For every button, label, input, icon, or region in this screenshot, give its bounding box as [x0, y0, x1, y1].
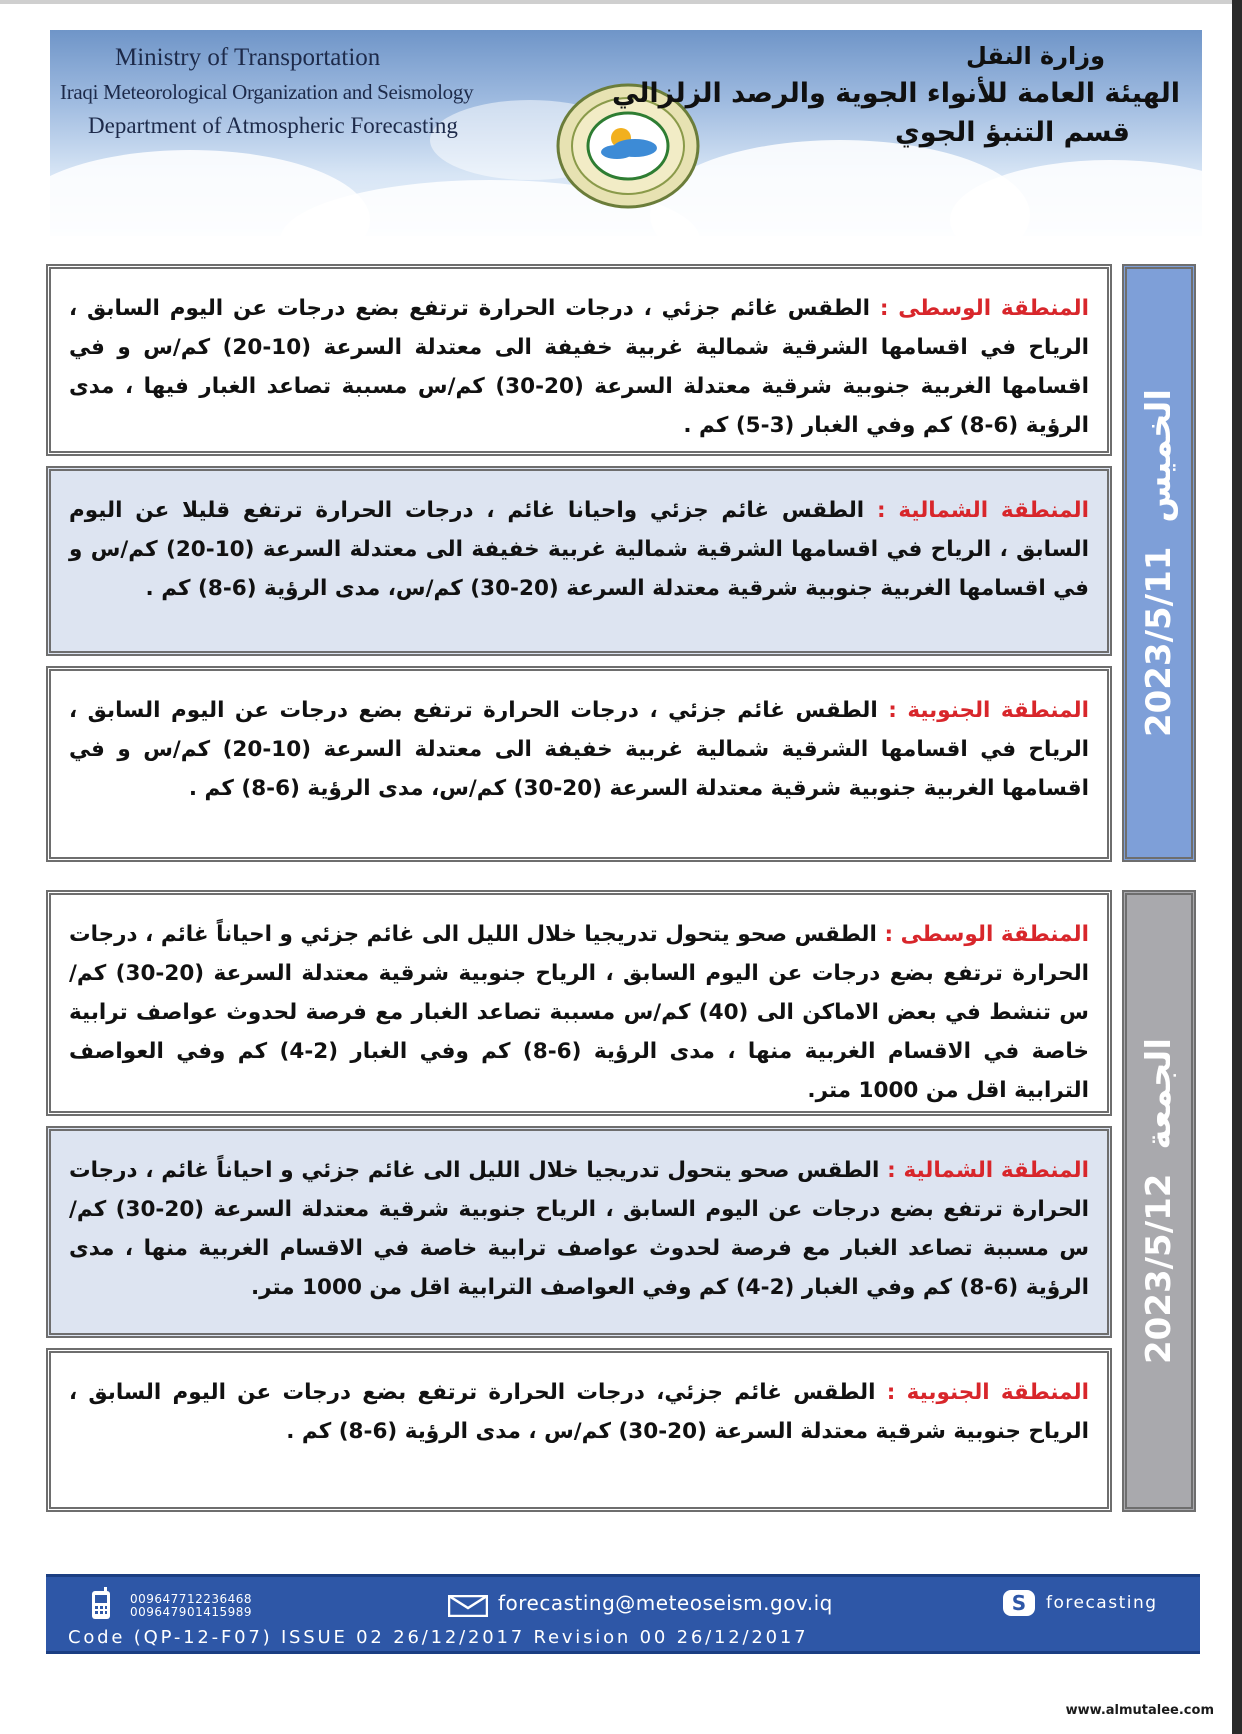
day-label [1139, 389, 1179, 737]
region-south-day1 [46, 666, 1112, 862]
phone-number: 009647712236468 [130, 1592, 253, 1606]
weekday-label: الجمعة [1139, 1038, 1179, 1150]
phone-number: 009647901415989 [130, 1605, 253, 1619]
top-edge [0, 0, 1242, 4]
footer-skype: forecasting [1046, 1593, 1158, 1613]
date-label: 2023/5/11 [1139, 546, 1179, 738]
header-arabic [612, 42, 1180, 148]
day-label [1139, 1038, 1179, 1364]
department-name-en: Department of Atmospheric Forecasting [88, 113, 458, 138]
region-label: المنطقة الوسطى : [879, 296, 1089, 321]
region-label: المنطقة الوسطى : [884, 922, 1089, 947]
region-text: الطقس غائم جزئي ، درجات الحرارة ترتفع بضع درجات عن اليوم السابق ، الرياح في اقسامها الشرقية شمالية غربية خفيفة الى معتدلة السرعة (10-20) كم/س و في اقسامها الغربية جنوبية شرقية معتدلة السرعة (20-30) كم/س، مدى الرؤية (6-8) كم . [69, 698, 1090, 801]
svg-text:S: S [1011, 1591, 1027, 1615]
header-banner [50, 30, 1202, 236]
region-north-day1 [46, 466, 1112, 656]
region-north-day2 [46, 1126, 1112, 1338]
region-text: الطقس غائم جزئي ، درجات الحرارة ترتفع بضع درجات عن اليوم السابق ، الرياح في اقسامها الشرقية شمالية غربية خفيفة الى معتدلة السرعة (10-20) كم/س و في اقسامها الغربية جنوبية شرقية معتدلة السرعة (20-30) كم/س مسببة تصاعد الغبار فيها ، مدى الرؤية (6-8) كم وفي الغبار (3-5) كم . [69, 296, 1090, 438]
ministry-name-ar: وزارة النقل [965, 42, 1105, 70]
skype-icon [1002, 1589, 1036, 1617]
region-label: المنطقة الجنوبية : [888, 698, 1089, 723]
header-english [60, 44, 473, 139]
region-label: المنطقة الشمالية : [876, 498, 1089, 523]
region-text: الطقس غائم جزئي، درجات الحرارة ترتفع بضع درجات عن اليوم السابق ، الرياح جنوبية شرقية معتدلة السرعة (20-30) كم/س ، مدى الرؤية (6-8) كم . [69, 1380, 1089, 1444]
date-label: 2023/5/12 [1139, 1173, 1179, 1364]
region-south-day2 [46, 1348, 1112, 1512]
right-edge [1232, 0, 1242, 1734]
region-central-day1 [46, 264, 1112, 456]
region-text: الطقس صحو يتحول تدريجيا خلال الليل الى غائم جزئي و احياناً غائم ، درجات الحرارة ترتفع بضع درجات عن اليوم السابق ، الرياح جنوبية شرقية معتدلة السرعة (20-30) كم/س مسببة تصاعد الغبار مع فرصة لحدوث عواصف ترابية خاصة في الاقسام الغربية منها ، مدى الرؤية (6-8) كم وفي الغبار (2-4) كم وفي العواصف الترابية اقل من 1000 متر. [69, 1158, 1090, 1300]
day-sidebar-friday [1122, 890, 1196, 1512]
region-text: الطقس غائم جزئي واحيانا غائم ، درجات الحرارة ترتفع قليلا عن اليوم السابق ، الرياح في اقسامها الشرقية شمالية غربية خفيفة الى معتدلة السرعة (10-20) كم/س و في اقسامها الغربية جنوبية شرقية معتدلة السرعة (20-30) كم/س، مدى الرؤية (6-8) كم . [69, 498, 1090, 601]
footer-phones [130, 1593, 252, 1619]
footer-document-code: Code (QP-12-F07) ISSUE 02 26/12/2017 Revision 00 26/12/2017 [68, 1627, 809, 1648]
organization-name-ar: الهيئة العامة للأنواء الجوية والرصد الزلزالي [611, 78, 1180, 109]
footer-email[interactable]: forecasting@meteoseism.gov.iq [498, 1591, 833, 1615]
mail-icon [448, 1595, 488, 1617]
weekday-label: الخميس [1139, 388, 1179, 523]
department-name-ar: قسم التنبؤ الجوي [894, 117, 1130, 148]
region-label: المنطقة الشمالية : [887, 1158, 1089, 1183]
region-central-day2 [46, 890, 1112, 1116]
ministry-name-en: Ministry of Transportation [115, 44, 381, 71]
organization-name-en: Iraqi Meteorological Organization and Seismology [60, 80, 474, 104]
day-forecast-friday [46, 890, 1196, 1512]
day-sidebar-thursday [1122, 264, 1196, 862]
phone-icon [90, 1587, 112, 1621]
watermark: www.almutalee.com [1065, 1703, 1214, 1718]
region-label: المنطقة الجنوبية : [886, 1380, 1089, 1405]
footer-bar [46, 1574, 1200, 1654]
region-text: الطقس صحو يتحول تدريجيا خلال الليل الى غائم جزئي و احياناً غائم ، درجات الحرارة ترتفع بضع درجات عن اليوم السابق ، الرياح جنوبية شرقية معتدلة السرعة (20-30) كم/س تنشط في بعض الاماكن الى (40) كم/س مسببة تصاعد الغبار مع فرصة لحدوث عواصف ترابية خاصة في الاقسام الغربية منها ، مدى الرؤية (6-8) كم وفي الغبار (2-4) كم وفي العواصف الترابية اقل من 1000 متر. [69, 922, 1090, 1103]
day-forecast-thursday [46, 264, 1196, 862]
